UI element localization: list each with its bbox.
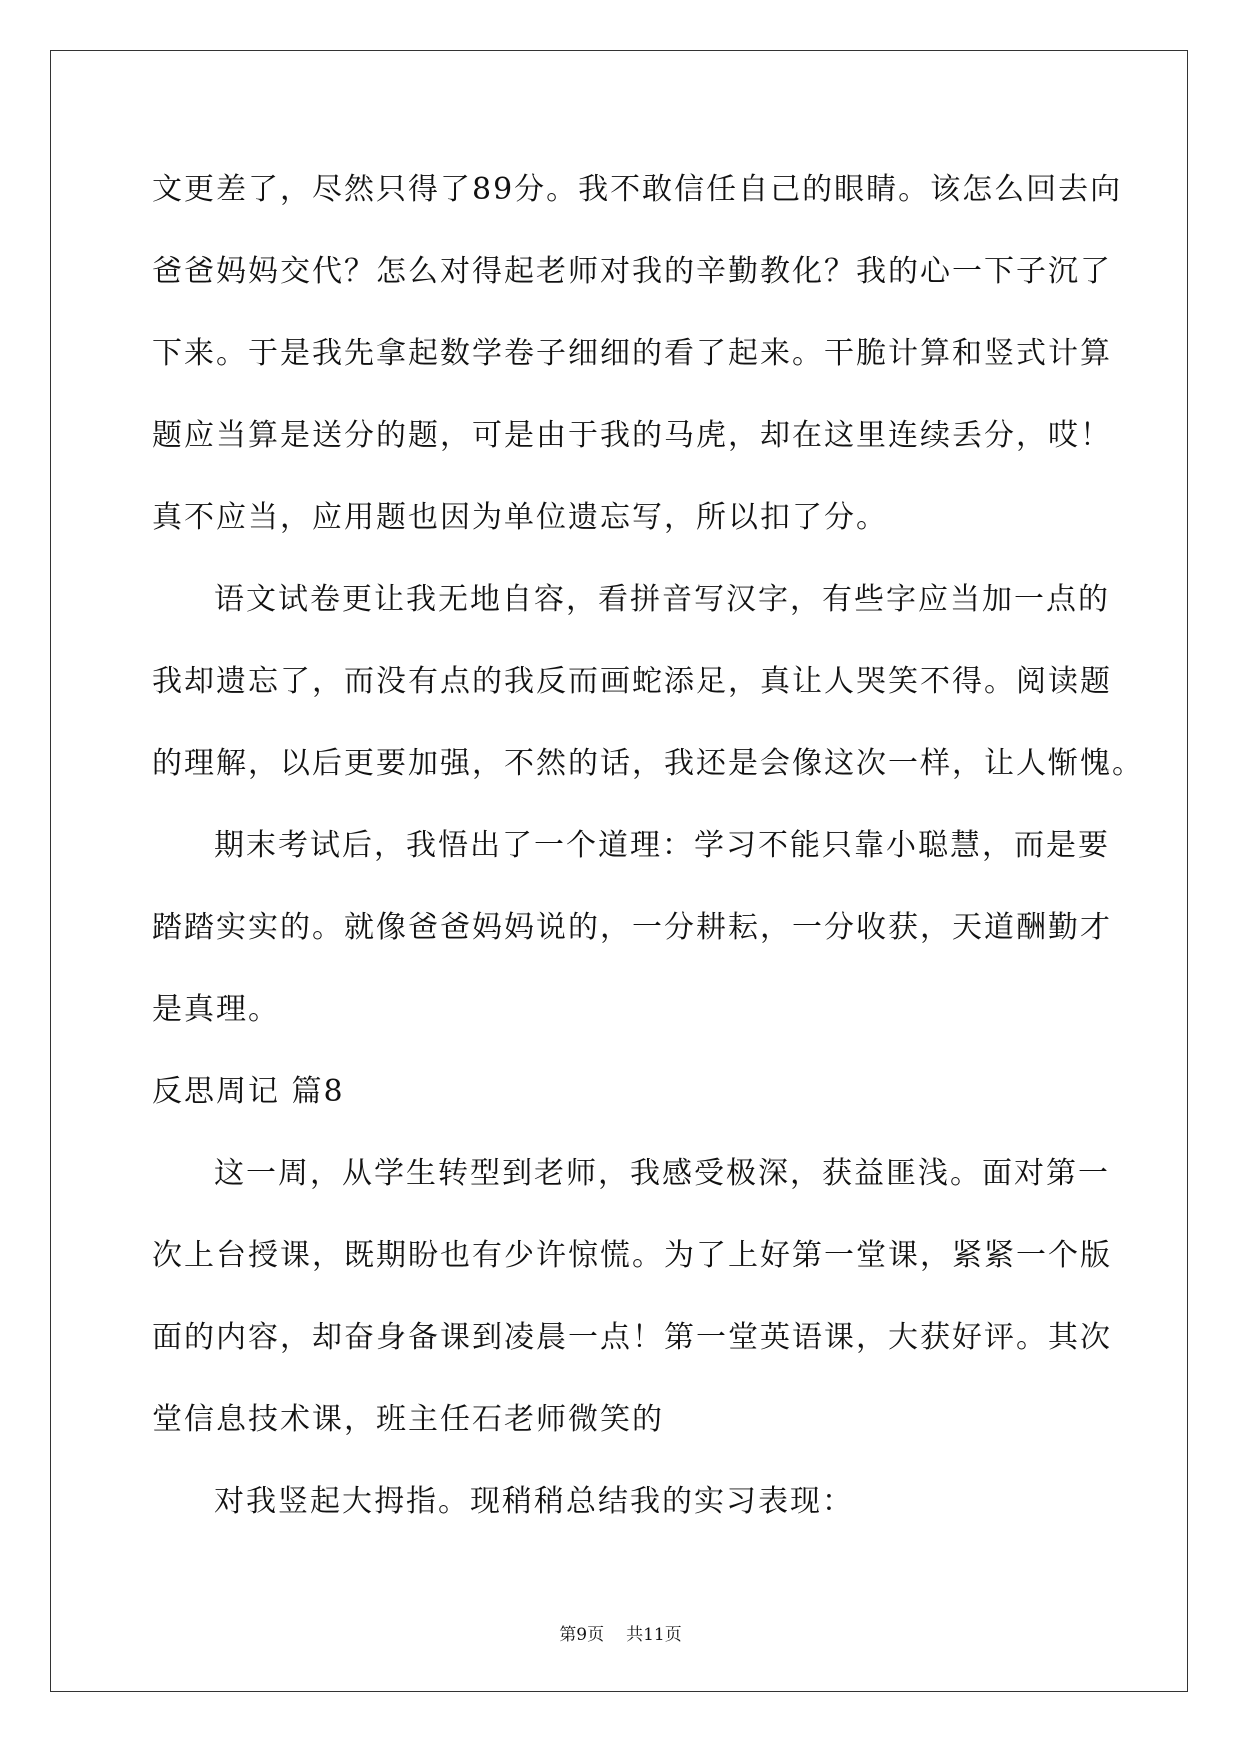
- page-total: 共11页: [626, 1625, 682, 1645]
- section-heading: 反思周记 篇8: [152, 1074, 345, 1109]
- page-footer: [0, 1620, 1241, 1645]
- body-line: 的理解，以后更要加强，不然的话，我还是会像这次一样，让人惭愧。: [152, 746, 1144, 781]
- page-number: 第9页: [559, 1625, 605, 1645]
- paragraph-first-line: 语文试卷更让我无地自容，看拼音写汉字，有些字应当加一点的: [214, 582, 1110, 617]
- body-line: 面的内容，却奋身备课到凌晨一点！第一堂英语课，大获好评。其次: [152, 1320, 1112, 1355]
- page-border: [50, 50, 1188, 1692]
- paragraph-first-line: 对我竖起大拇指。现稍稍总结我的实习表现：: [214, 1484, 854, 1519]
- body-line: 下来。于是我先拿起数学卷子细细的看了起来。干脆计算和竖式计算: [152, 336, 1112, 371]
- body-line: 次上台授课，既期盼也有少许惊慌。为了上好第一堂课，紧紧一个版: [152, 1238, 1112, 1273]
- body-line: 文更差了，尽然只得了89分。我不敢信任自己的眼睛。该怎么回去向: [152, 172, 1123, 207]
- body-line: 是真理。: [152, 992, 280, 1027]
- body-line: 题应当算是送分的题，可是由于我的马虎，却在这里连续丢分，哎！: [152, 418, 1112, 453]
- body-line: 真不应当，应用题也因为单位遗忘写，所以扣了分。: [152, 500, 888, 535]
- body-line: 爸爸妈妈交代？怎么对得起老师对我的辛勤教化？我的心一下子沉了: [152, 254, 1112, 289]
- paragraph-first-line: 期末考试后，我悟出了一个道理：学习不能只靠小聪慧，而是要: [214, 828, 1110, 863]
- body-line: 堂信息技术课，班主任石老师微笑的: [152, 1402, 664, 1437]
- paragraph-first-line: 这一周，从学生转型到老师，我感受极深，获益匪浅。面对第一: [214, 1156, 1110, 1191]
- body-line: 我却遗忘了，而没有点的我反而画蛇添足，真让人哭笑不得。阅读题: [152, 664, 1112, 699]
- body-line: 踏踏实实的。就像爸爸妈妈说的，一分耕耘，一分收获，天道酬勤才: [152, 910, 1112, 945]
